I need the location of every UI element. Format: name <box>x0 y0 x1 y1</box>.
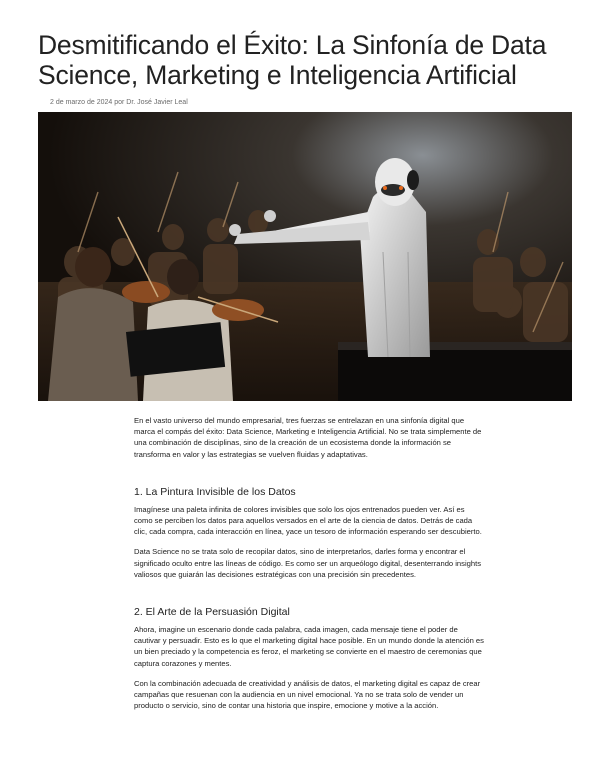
section-heading: 1. La Pintura Invisible de los Datos <box>134 485 296 498</box>
section-paragraph: Data Science no se trata solo de recopilar datos, sino de interpretarlos, darles forma y encontrar el significado oculto entre las líneas de código. Es como ser un arqueólogo digital, desenterrando insights valiosos que guiarán las decisiones estratégicas con una precisión sin precedentes. <box>134 547 481 579</box>
intro-paragraph: En el vasto universo del mundo empresarial, tres fuerzas se entrelazan en una sinfonía digital que marca el compás del éxito: Data Science, Marketing e Inteligencia Artificial. No se trata simplemente de una combinación de disciplinas, sino de la creación de un ecosistema donde la información se transforma en valor y las estrategias se vuelven fluidas y adaptativas. <box>134 416 482 459</box>
section-heading: 2. El Arte de la Persuasión Digital <box>134 606 290 619</box>
hero-image-robot-conductor-orchestra <box>38 112 572 401</box>
section-paragraph: Imagínese una paleta infinita de colores invisibles que solo los ojos entrenados pueden ver. Así es como se perciben los datos para aquellos versados en el arte de la ciencia de datos. Detrás de cada clic, cada compra, cada interacción en línea, yace un tesoro de información esperando ser descubierto. <box>134 504 482 537</box>
section-marketing <box>134 606 484 711</box>
hero-illustration <box>38 112 572 401</box>
article-body <box>134 415 484 720</box>
section-paragraph: Ahora, imagine un escenario donde cada palabra, cada imagen, cada mensaje tiene el poder de cautivar y persuadir. Esto es lo que el marketing digital hace posible. En un mundo donde la atención es un bien preciado y la competencia es feroz, el marketing se convierte en el maestro de ceremonias que captura corazones y mentes. <box>134 625 484 668</box>
article-meta: 2 de marzo de 2024 por Dr. José Javier Leal <box>50 99 188 106</box>
section-paragraph: Con la combinación adecuada de creatividad y análisis de datos, el marketing digital es capaz de crear campañas que resuenan con la audiencia en un nivel emocional. Ya no se trata solo de vender un producto o servicio, sino de contar una historia que inspire, emocione y motive a la acción. <box>134 678 481 711</box>
section-data-science <box>134 486 484 580</box>
article-title: Desmitificando el Éxito: La Sinfonía de Data Science, Marketing e Inteligencia Artificial <box>38 30 547 90</box>
